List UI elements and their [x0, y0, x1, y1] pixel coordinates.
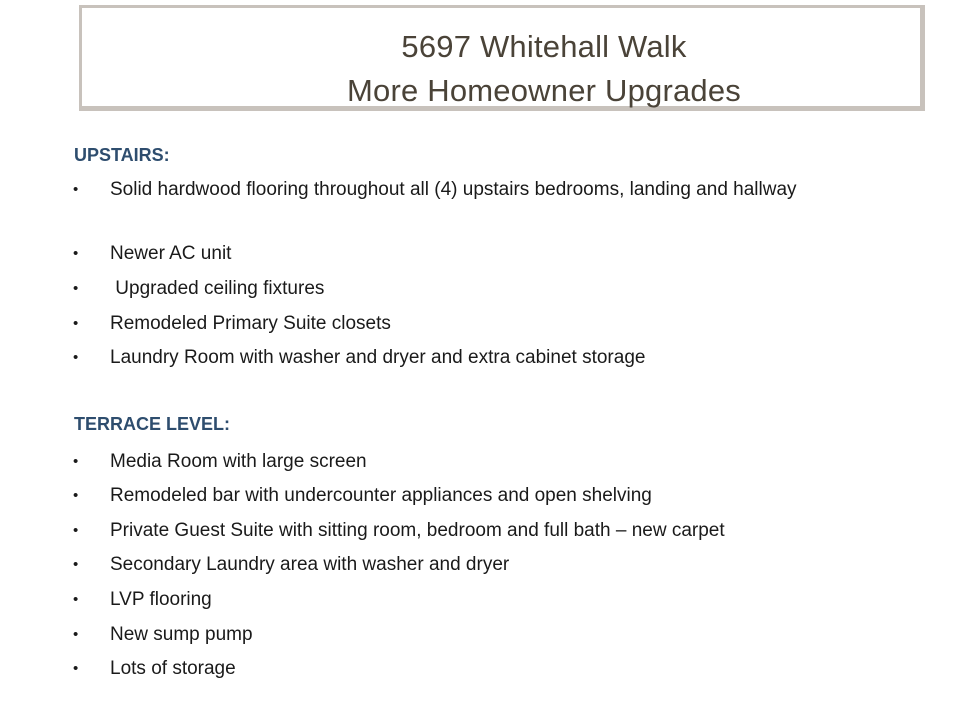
bullet-icon: • [73, 280, 79, 297]
bullet-icon: • [73, 591, 79, 608]
list-item-text: LVP flooring [110, 589, 212, 610]
section-heading-upstairs: UPSTAIRS: [74, 145, 170, 165]
bullet-icon: • [73, 522, 79, 539]
list-item-text: New sump pump [110, 624, 253, 645]
bullet-icon: • [73, 453, 79, 470]
bullet-icon: • [73, 556, 79, 573]
title-address: 5697 Whitehall Walk [401, 29, 687, 64]
section-heading-terrace-level: TERRACE LEVEL: [74, 414, 231, 434]
list-item-text: Lots of storage [110, 658, 236, 679]
list-item-text: Secondary Laundry area with washer and dryer [110, 554, 510, 575]
list-item-text: Solid hardwood flooring throughout all (4) upstairs bedrooms, landing and hallway [110, 179, 797, 200]
title-subtitle: More Homeowner Upgrades [347, 73, 741, 108]
list-item-text: Remodeled Primary Suite closets [110, 313, 391, 334]
bullet-icon: • [73, 487, 79, 504]
list-item-text: Private Guest Suite with sitting room, bedroom and full bath – new carpet [110, 520, 725, 541]
bullet-icon: • [73, 315, 79, 332]
list-item-text: Newer AC unit [110, 243, 232, 264]
list-item-text: Upgraded ceiling fixtures [110, 278, 325, 299]
list-item-text: Laundry Room with washer and dryer and extra cabinet storage [110, 347, 646, 368]
title-box [79, 5, 925, 111]
bullet-icon: • [73, 245, 79, 262]
list-item-text: Remodeled bar with undercounter appliances and open shelving [110, 485, 652, 506]
bullet-icon: • [73, 181, 79, 198]
bullet-icon: • [73, 660, 79, 677]
list-item-text: Media Room with large screen [110, 451, 367, 472]
bullet-icon: • [73, 349, 79, 366]
bullet-icon: • [73, 626, 79, 643]
